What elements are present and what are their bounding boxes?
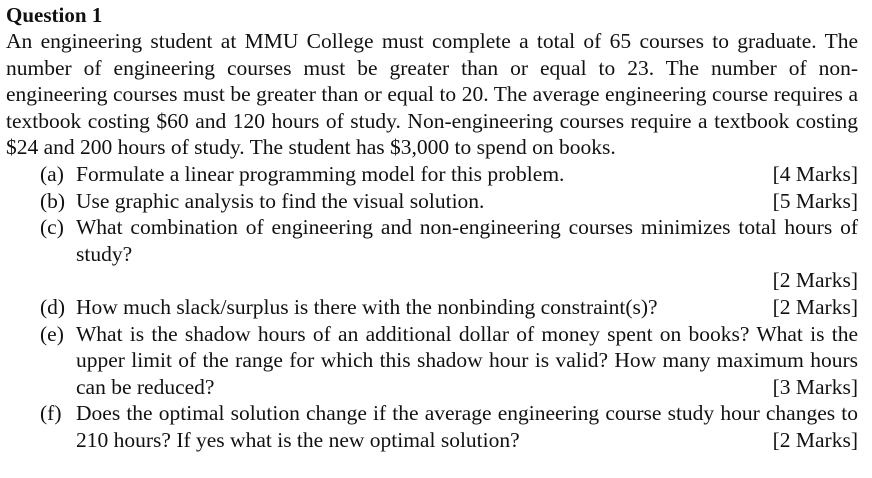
- part-marks: [4 Marks]: [772, 161, 858, 186]
- question-intro: An engineering student at MMU College must complete a total of 65 courses to graduate. The number of engineering courses must be greater than or equal to 23. The number of non-engineering courses must be greater than or equal to 20. The average engineering course requires a textbook costing $60 and 120 hours of study. Non-engineering courses require a textbook costing $24 and 200 hours of study. The student has $3,000 to spend on books.: [6, 29, 858, 160]
- part-marks: [2 Marks]: [772, 294, 858, 319]
- part-text: Use graphic analysis to find the visual solution.: [76, 188, 485, 213]
- part-label: (a): [40, 161, 64, 186]
- part-marks: [2 Marks]: [772, 427, 858, 452]
- part-label: (b): [40, 188, 66, 213]
- question-part-c: [40, 214, 858, 294]
- part-text: Does the optimal solution change if the average engineering course study hour changes to 210 hours? If yes what is the new optimal solution?: [76, 401, 858, 452]
- question-part-d: [40, 294, 858, 321]
- part-marks: [3 Marks]: [772, 374, 858, 399]
- part-label: (c): [40, 215, 64, 240]
- question-parts-list: [6, 161, 858, 454]
- part-text: What is the shadow hours of an additional dollar of money spent on books? What is the upper limit of the range for which this shadow hour is valid? How many maximum hours can be reduced?: [76, 321, 858, 399]
- question-part-a: [40, 161, 858, 188]
- part-text: Formulate a linear programming model for this problem.: [76, 161, 565, 186]
- part-marks: [5 Marks]: [772, 188, 858, 213]
- part-text: How much slack/surplus is there with the nonbinding constraint(s)?: [76, 294, 658, 319]
- part-text: What combination of engineering and non-engineering courses minimizes total hours of study?: [76, 215, 858, 266]
- question-part-f: [40, 400, 858, 453]
- part-label: (d): [40, 294, 66, 319]
- question-part-b: [40, 188, 858, 215]
- part-label: (f): [40, 401, 62, 426]
- part-marks: [2 Marks]: [772, 268, 858, 293]
- question-title: Question 1: [6, 3, 103, 27]
- question-part-e: [40, 321, 858, 401]
- part-label: (e): [40, 321, 64, 346]
